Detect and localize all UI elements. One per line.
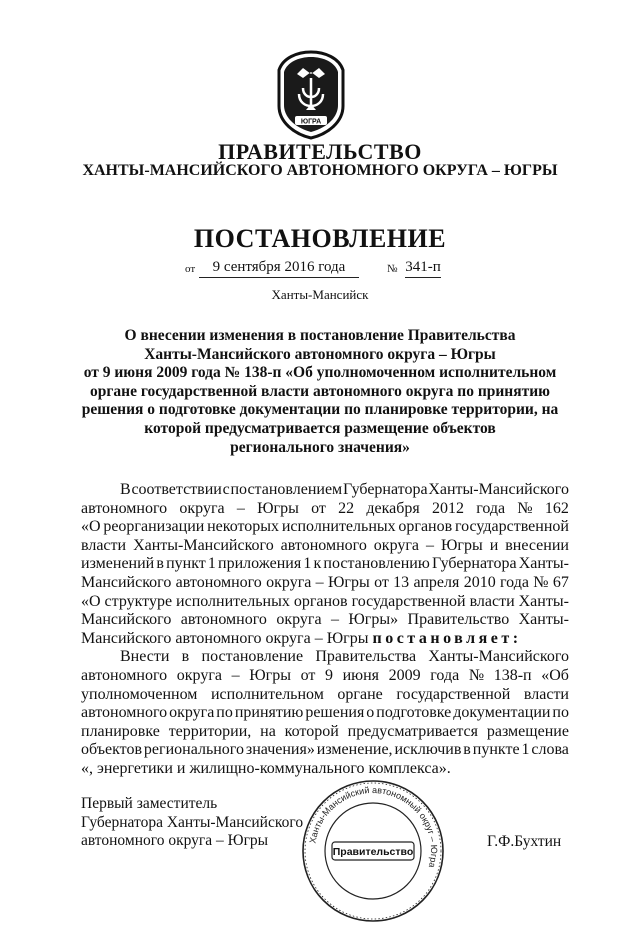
body-word: автономного bbox=[81, 666, 168, 684]
body-line bbox=[81, 648, 569, 667]
body-word: структуре bbox=[104, 592, 173, 610]
body-word: Ханты-Мансийского bbox=[428, 648, 569, 666]
body-word: Югры bbox=[249, 666, 291, 684]
body-word: Югры bbox=[257, 499, 299, 517]
body-word: исполнительных bbox=[176, 592, 290, 610]
body-word: 9 bbox=[324, 666, 333, 684]
body-word: Губернатора bbox=[342, 481, 428, 498]
body-line bbox=[81, 723, 569, 742]
body-word: уполномоченном bbox=[81, 685, 198, 703]
body-word: Ханты-Мансийского bbox=[428, 481, 569, 498]
title-line: которой предусматривается размещение объектов bbox=[144, 419, 496, 437]
body-line bbox=[81, 481, 569, 500]
body-word: 13 bbox=[393, 573, 410, 591]
body-line bbox=[81, 686, 569, 705]
seal-ring-text: Ханты-Мансийский автономный округ – Югра bbox=[307, 784, 440, 869]
body-word: подготовке bbox=[376, 704, 452, 722]
title-line: от 9 июня 2009 года № 138-п «Об уполномоченном исполнительном bbox=[83, 364, 557, 382]
body-line bbox=[81, 741, 569, 760]
body-word: приложения bbox=[218, 555, 302, 573]
body-word: автономного bbox=[175, 573, 262, 591]
body-word: которой bbox=[284, 722, 339, 740]
body-word: Ханты- bbox=[518, 611, 569, 629]
document-type: ПОСТАНОВЛЕНИЕ bbox=[193, 224, 447, 253]
body-word: о bbox=[366, 704, 375, 722]
body-word: от bbox=[311, 499, 326, 517]
body-word: изменение, bbox=[316, 741, 393, 759]
body-word: решения bbox=[305, 704, 365, 722]
body-word: Ханты- bbox=[518, 555, 569, 573]
title-line: О внесении изменения в постановление Правительства bbox=[124, 327, 516, 344]
body-word: декабря bbox=[366, 499, 420, 517]
body-word: Ханты-Мансийского bbox=[133, 536, 274, 554]
document-city: Ханты-Мансийск bbox=[271, 287, 369, 302]
body-word: – bbox=[426, 536, 434, 554]
body-word: объектов bbox=[81, 741, 143, 759]
emblem-label: ЮГРА bbox=[300, 118, 322, 126]
body-word: Югры bbox=[440, 536, 483, 554]
body-word: автономного bbox=[280, 536, 367, 554]
body-word: по bbox=[552, 704, 569, 722]
body-line bbox=[81, 574, 569, 593]
body-word: «Об bbox=[541, 666, 569, 684]
body-word: В bbox=[120, 481, 131, 498]
body-word: округа bbox=[266, 573, 312, 591]
body-word: постановление bbox=[201, 648, 304, 666]
body-word: Мансийского bbox=[81, 573, 172, 591]
body-word: по bbox=[216, 704, 233, 722]
body-word: года bbox=[476, 499, 506, 517]
body-word: значения» bbox=[245, 741, 315, 759]
body-word: 1 bbox=[303, 555, 312, 573]
body-word: в bbox=[181, 648, 190, 666]
body-word: власти bbox=[523, 685, 569, 703]
body-word: изменений bbox=[81, 555, 155, 573]
date-number-line bbox=[185, 259, 485, 279]
body-word: принятию bbox=[234, 704, 304, 722]
body-line bbox=[81, 537, 569, 556]
body-word: автономного bbox=[81, 704, 168, 722]
body-word: – bbox=[231, 666, 240, 684]
body-word: Мансийского bbox=[81, 611, 172, 629]
body-word: пункте bbox=[472, 741, 520, 759]
body-word: Ханты- bbox=[518, 592, 569, 610]
body-word: и bbox=[489, 536, 499, 554]
body-word: предусматривается bbox=[347, 722, 478, 740]
body-word: в bbox=[463, 741, 471, 759]
position-line: Первый заместитель bbox=[81, 795, 218, 812]
body-word: регионального bbox=[143, 741, 244, 759]
body-word: «О bbox=[81, 518, 101, 536]
body-word: на bbox=[260, 722, 276, 740]
body-text: Мансийского автономного округа – Югры bbox=[81, 629, 369, 647]
body-word: Правительство bbox=[407, 611, 510, 629]
title-line: органе государственной власти автономного округа по принятию bbox=[89, 382, 551, 400]
body-word: Югры bbox=[327, 573, 370, 591]
body-word: органе bbox=[337, 685, 383, 703]
organization-region: ХАНТЫ-МАНСИЙСКОГО АВТОНОМНОГО ОКРУГА – ЮГРЫ bbox=[82, 162, 558, 179]
body-word: постановлению bbox=[323, 555, 430, 573]
document-number: 341-п bbox=[405, 259, 441, 278]
body-word: органов bbox=[293, 592, 348, 610]
document-body bbox=[81, 481, 569, 779]
body-word: Правительства bbox=[315, 648, 417, 666]
signatory-name: Г.Ф.Бухтин bbox=[487, 833, 562, 850]
resolve-colon: : bbox=[512, 629, 522, 647]
date-prefix: от bbox=[185, 263, 196, 275]
body-word: планировке bbox=[81, 722, 160, 740]
body-word: автономного bbox=[81, 499, 168, 517]
number-prefix: № bbox=[387, 263, 398, 275]
position-line: автономного округа – Югры bbox=[81, 832, 269, 850]
body-word: размещение bbox=[486, 722, 569, 740]
body-word: 1 bbox=[521, 741, 530, 759]
body-word: государственной bbox=[351, 592, 466, 610]
body-word: с bbox=[222, 481, 230, 498]
body-word: 2010 bbox=[463, 573, 496, 591]
signatory-position bbox=[81, 795, 303, 851]
title-line: Ханты-Мансийского автономного округа – Югры bbox=[144, 345, 496, 363]
body-word: органов bbox=[398, 518, 453, 536]
body-word: округа bbox=[179, 499, 225, 517]
body-word: исключив bbox=[394, 741, 462, 759]
body-word: документации bbox=[453, 704, 551, 722]
position-line: Губернатора Ханты-Мансийского bbox=[81, 813, 304, 831]
body-line-resolution bbox=[81, 630, 569, 649]
body-word: государственной bbox=[396, 685, 511, 703]
body-word: власти bbox=[469, 592, 515, 610]
body-word: от bbox=[300, 666, 316, 684]
document-date: 9 сентября 2016 года bbox=[199, 259, 359, 278]
body-word: Губернатора bbox=[431, 555, 517, 573]
body-line bbox=[81, 704, 569, 723]
body-word: – bbox=[330, 611, 339, 629]
organization-name: ПРАВИТЕЛЬСТВО bbox=[218, 139, 422, 164]
body-word: некоторых bbox=[207, 518, 280, 536]
body-word: года bbox=[430, 666, 460, 684]
seal-center-text: Правительство bbox=[332, 846, 414, 858]
body-word: 67 bbox=[552, 573, 569, 591]
body-word: № bbox=[517, 499, 533, 517]
body-word: государственной bbox=[454, 518, 569, 536]
body-line bbox=[81, 667, 569, 686]
body-line bbox=[81, 518, 569, 537]
body-word: – bbox=[236, 499, 245, 517]
title-line: решения о подготовке документации по планировке территории, на bbox=[81, 401, 559, 419]
body-line bbox=[81, 500, 569, 519]
coat-of-arms-emblem bbox=[273, 48, 349, 140]
body-line bbox=[81, 611, 569, 630]
body-word: территории, bbox=[168, 722, 252, 740]
body-word: Внести bbox=[120, 648, 170, 666]
body-word: округа bbox=[373, 536, 420, 554]
document-title bbox=[80, 327, 560, 457]
body-word: от bbox=[374, 573, 389, 591]
official-seal bbox=[298, 776, 448, 926]
body-word: года bbox=[500, 573, 529, 591]
body-word: 22 bbox=[338, 499, 355, 517]
body-word: пункт bbox=[166, 555, 206, 573]
body-word: № bbox=[533, 573, 549, 591]
body-word: власти bbox=[81, 536, 127, 554]
body-word: апреля bbox=[413, 573, 460, 591]
body-word: соответствии bbox=[131, 481, 222, 498]
body-word: 138-п bbox=[493, 666, 532, 684]
body-word: 162 bbox=[544, 499, 569, 517]
body-word: – bbox=[315, 573, 324, 591]
body-word: июня bbox=[342, 666, 380, 684]
body-word: 2012 bbox=[431, 499, 464, 517]
body-word: к bbox=[313, 555, 322, 573]
body-text: «, энергетики и жилищно-коммунального комплекса». bbox=[81, 759, 451, 777]
body-word: 1 bbox=[207, 555, 216, 573]
body-word: в bbox=[156, 555, 164, 573]
body-word: постановлением bbox=[230, 481, 343, 498]
body-word: округа bbox=[169, 704, 215, 722]
body-word: Югры» bbox=[348, 611, 399, 629]
body-word: внесении bbox=[505, 536, 569, 554]
body-line bbox=[81, 555, 569, 574]
body-word: «О bbox=[81, 592, 101, 610]
body-word: 2009 bbox=[388, 666, 421, 684]
body-line bbox=[81, 593, 569, 612]
resolve-word: постановляет bbox=[372, 629, 513, 647]
title-line: регионального значения» bbox=[230, 438, 410, 456]
body-word: слова bbox=[531, 741, 569, 759]
body-word: № bbox=[468, 666, 485, 684]
body-word: автономного bbox=[180, 611, 267, 629]
body-word: округа bbox=[276, 611, 322, 629]
body-word: исполнительном bbox=[210, 685, 324, 703]
body-word: округа bbox=[176, 666, 222, 684]
body-word: реорганизации bbox=[103, 518, 205, 536]
body-word: исполнительных bbox=[281, 518, 396, 536]
